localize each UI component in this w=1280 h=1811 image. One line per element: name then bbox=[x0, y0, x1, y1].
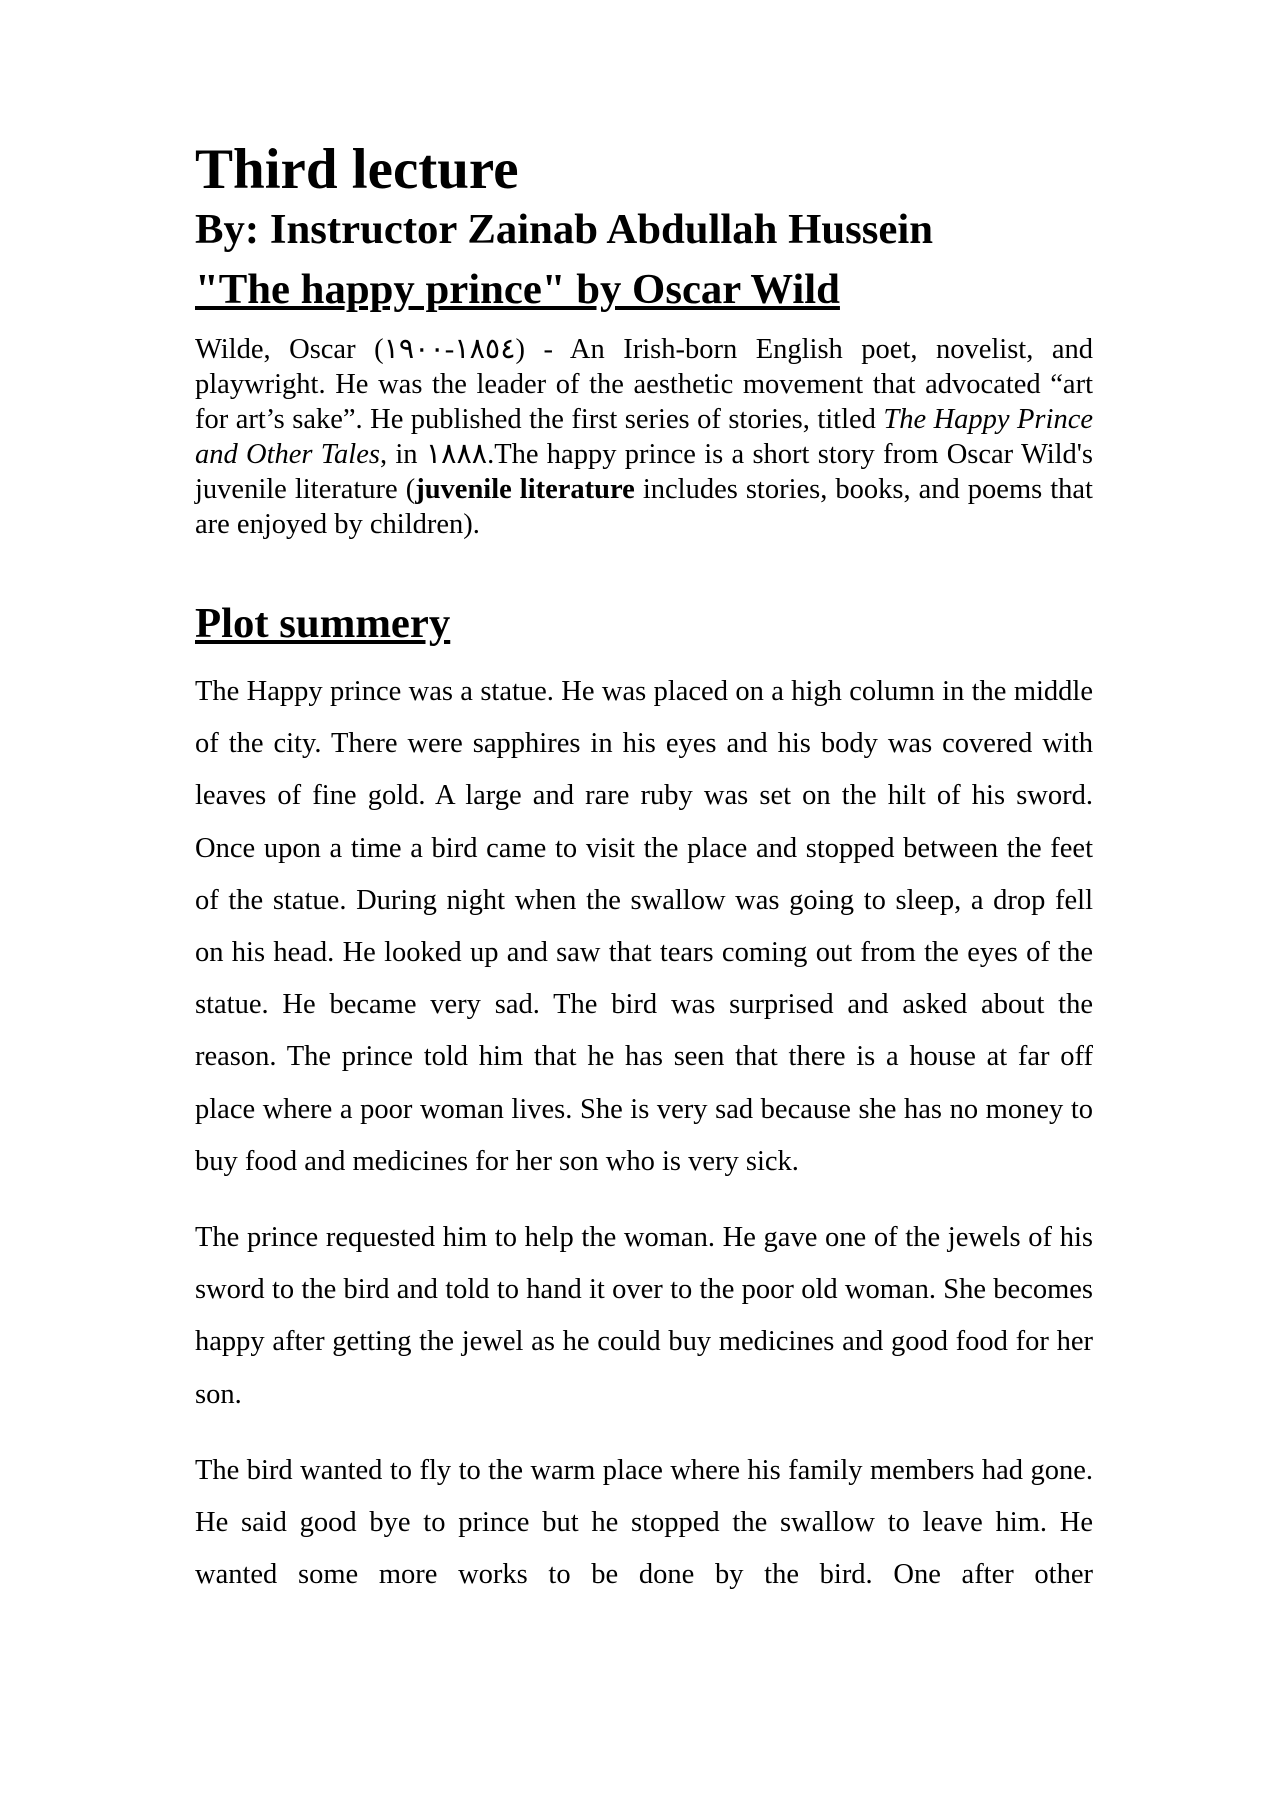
intro-paragraph bbox=[195, 332, 1093, 542]
book-title: The Happy Prince and Other Tales bbox=[195, 404, 1093, 470]
plot-paragraph-3: The bird wanted to fly to the warm place where his family members had gone. He said good bye to prince but he stopped the swallow to leave him. He wanted some more works to be done by the bird. One after other bbox=[195, 1454, 1093, 1591]
plot-heading: Plot summery bbox=[195, 600, 451, 647]
document-page bbox=[195, 138, 1094, 1601]
intro-text-2: , in ١٨٨٨.The happy prince is a short story from Oscar Wild's juvenile literature ( bbox=[195, 439, 1094, 505]
juvenile-literature-term: juvenile literature bbox=[415, 474, 635, 505]
plot-paragraph-2: The prince requested him to help the woman. He gave one of the jewels of his sword to the bird and told to hand it over to the poor old woman. She becomes happy after getting the jewel as he could buy medicines and good food for her son. bbox=[195, 1222, 1093, 1410]
intro-text-1: Wilde, Oscar (١٨٥٤-١٩٠٠) - An Irish-born English poet, novelist, and playwright. He was the leader of the aesthetic movement that advocated “art for art’s sake”. He published the first series of stories, titled bbox=[195, 334, 1093, 435]
plot-paragraph-1: The Happy prince was a statue. He was placed on a high column in the middle of the city. There were sapphires in his eyes and his body was covered with leaves of fine gold. A large and rare ruby was set on the hilt of his sword. Once upon a time a bird came to visit the place and stopped between the feet of the statue. During night when the swallow was going to sleep, a drop fell on his head. He looked up and saw that tears coming out from the eyes of the statue. He became very sad. The bird was surprised and asked about the reason. The prince told him that he has seen that there is a house at far off place where a poor woman lives. She is very sad because she has no money to buy food and medicines for her son who is very sick. bbox=[195, 676, 1093, 1177]
author-line: By: Instructor Zainab Abdullah Hussein bbox=[195, 206, 934, 253]
lecture-title: Third lecture bbox=[195, 138, 519, 201]
intro-text-3: includes stories, books, and poems that are enjoyed by children). bbox=[195, 474, 1093, 540]
story-heading: "The happy prince" by Oscar Wild bbox=[195, 266, 840, 313]
